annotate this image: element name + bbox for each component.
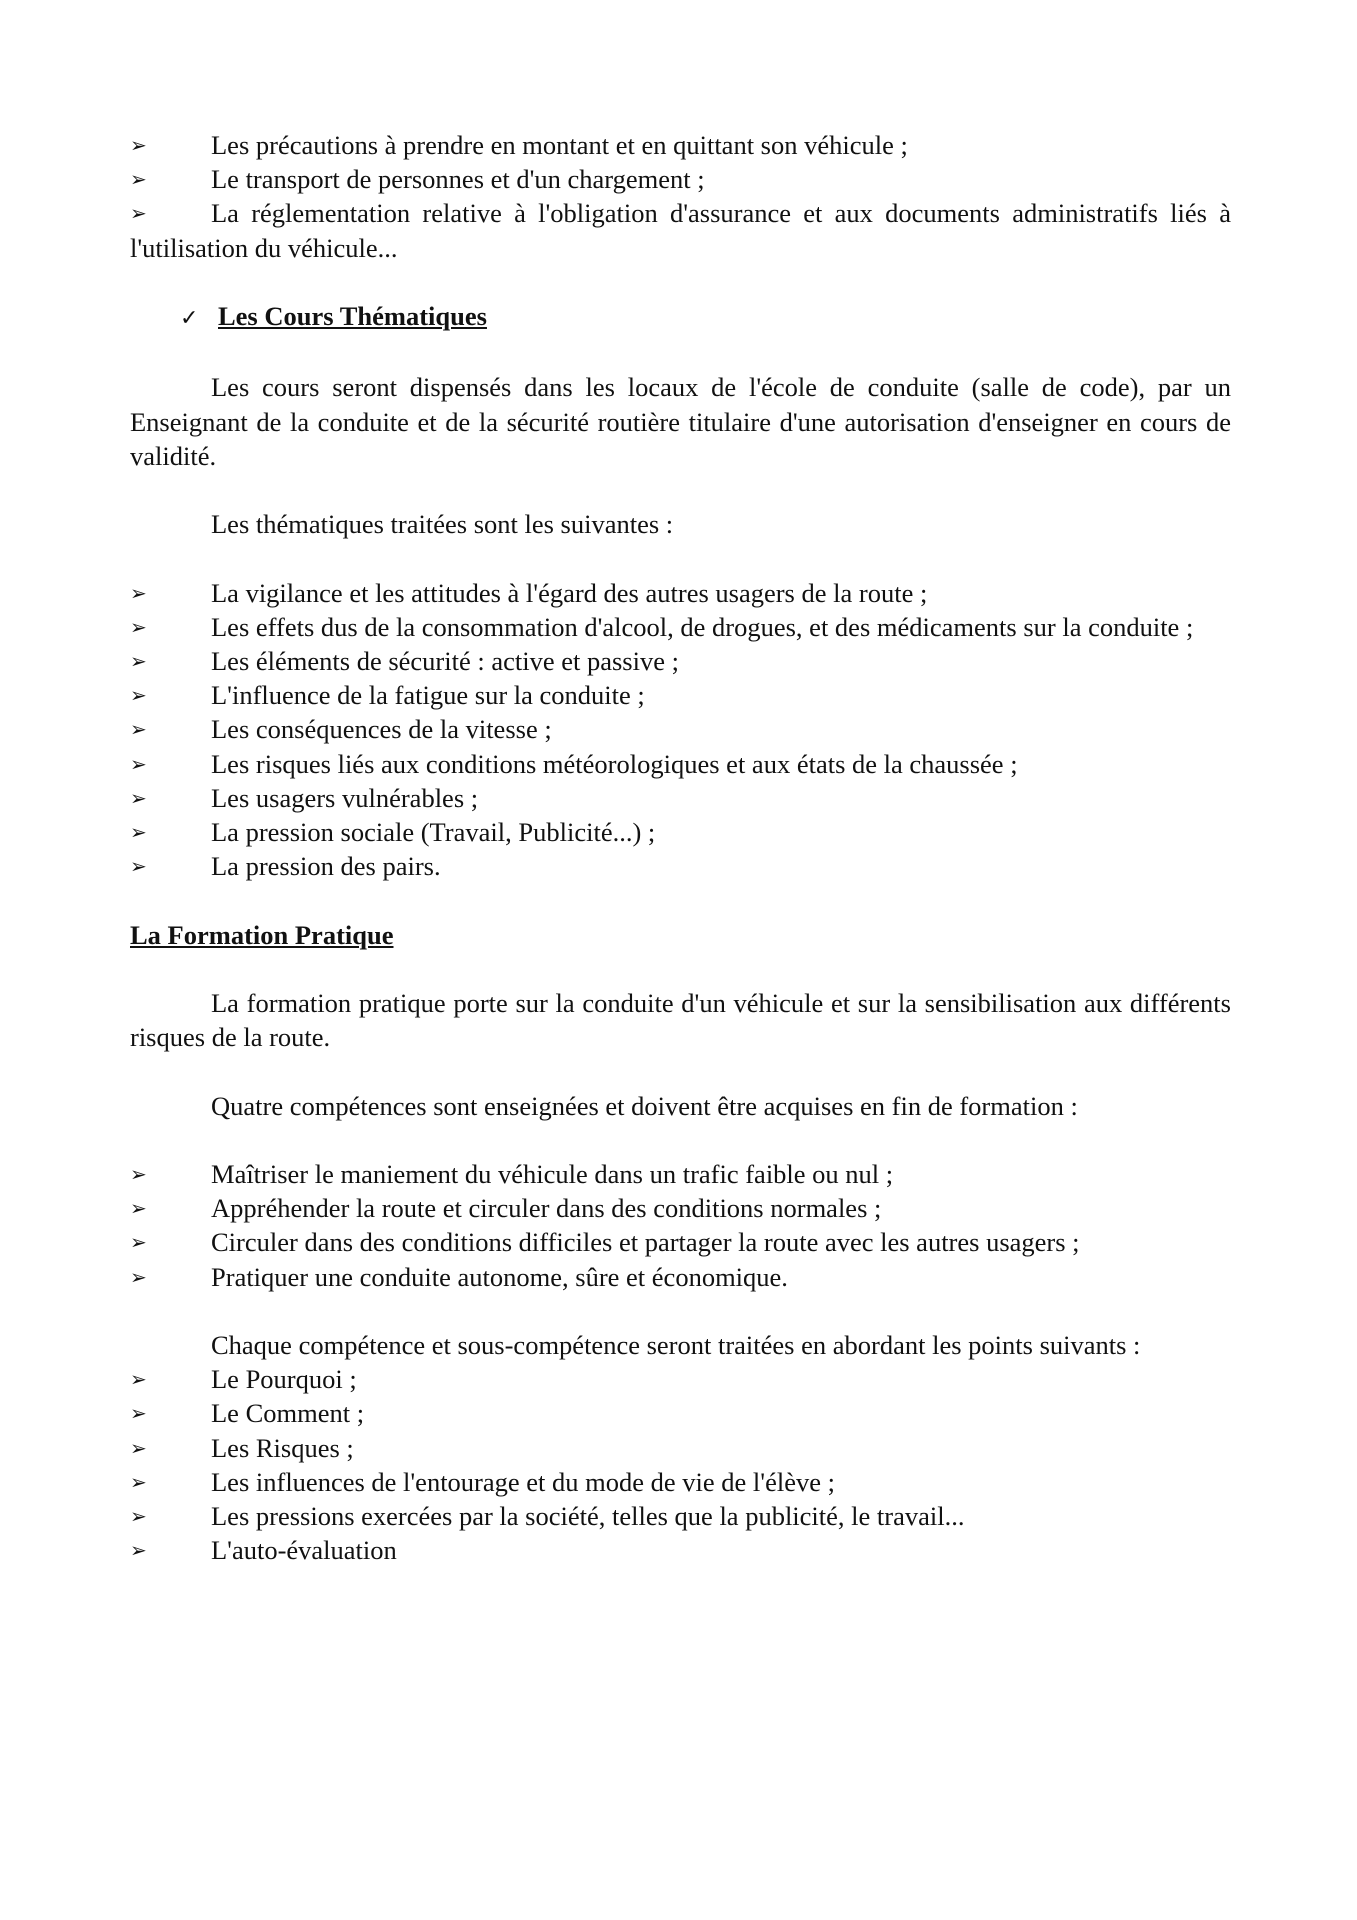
list-item: ➢ Le Pourquoi ; <box>130 1362 1231 1396</box>
list-intro: Les thématiques traitées sont les suivantes : <box>211 509 674 540</box>
points-intro: Chaque compétence et sous-compétence seront traitées en abordant les points suivants : <box>211 1329 1141 1360</box>
arrow-bullet-icon: ➢ <box>130 648 147 673</box>
list-item: ➢ Pratiquer une conduite autonome, sûre et économique. <box>130 1260 1231 1294</box>
list-item: ➢ Les Risques ; <box>130 1431 1231 1465</box>
arrow-bullet-icon: ➢ <box>130 1538 147 1563</box>
arrow-bullet-icon: ➢ <box>130 1161 147 1186</box>
arrow-bullet-icon: ➢ <box>130 1196 147 1221</box>
paragraph: La formation pratique porte sur la conduite d'un véhicule et sur la sensibilisation aux différents risques de la route. <box>130 987 1231 1053</box>
list-item: ➢ Les précautions à prendre en montant et en quittant son véhicule ; <box>130 128 1231 162</box>
list-intro: Quatre compétences sont enseignées et doivent être acquises en fin de formation : <box>211 1090 1078 1121</box>
section-heading-formation-pratique: La Formation Pratique <box>130 919 394 950</box>
arrow-bullet-icon: ➢ <box>130 683 147 708</box>
list-item: ➢ La vigilance et les attitudes à l'égard des autres usagers de la route ; <box>130 576 1231 610</box>
arrow-bullet-icon: ➢ <box>130 1367 147 1392</box>
arrow-bullet-icon: ➢ <box>130 717 147 742</box>
section-heading-cours-thematiques: ✓ Les Cours Thématiques <box>130 299 1231 336</box>
arrow-bullet-icon: ➢ <box>130 1401 147 1426</box>
list-item: ➢ Les usagers vulnérables ; <box>130 781 1231 815</box>
paragraph: Les cours seront dispensés dans les locaux de l'école de conduite (salle de code), par un Enseignant de la conduite et de la sécurité routière titulaire d'une autorisation d'enseigner en cours de validité. <box>130 372 1231 471</box>
list-item: ➢ La pression sociale (Travail, Publicité...) ; <box>130 815 1231 849</box>
arrow-bullet-icon: ➢ <box>130 614 147 639</box>
list-item: ➢ Les effets dus de la consommation d'alcool, de drogues, et des médicaments sur la conduite ; <box>130 610 1231 644</box>
list-item: ➢ Les conséquences de la vitesse ; <box>130 712 1231 746</box>
arrow-bullet-icon: ➢ <box>130 1435 147 1460</box>
arrow-bullet-icon: ➢ <box>130 751 147 776</box>
list-item: ➢ Maîtriser le maniement du véhicule dans un trafic faible ou nul ; <box>130 1157 1231 1191</box>
arrow-bullet-icon: ➢ <box>130 133 147 157</box>
list-item: ➢ Circuler dans des conditions difficiles et partager la route avec les autres usagers ; <box>130 1225 1231 1259</box>
list-item: ➢ Les éléments de sécurité : active et passive ; <box>130 644 1231 678</box>
list-item: ➢ Appréhender la route et circuler dans des conditions normales ; <box>130 1191 1231 1225</box>
arrow-bullet-icon: ➢ <box>130 820 147 844</box>
arrow-bullet-icon: ➢ <box>130 167 147 192</box>
list-item: ➢ L'influence de la fatigue sur la conduite ; <box>130 678 1231 712</box>
list-item: ➢ Les risques liés aux conditions météorologiques et aux états de la chaussée ; <box>130 747 1231 781</box>
list-item: ➢ Les pressions exercées par la société, telles que la publicité, le travail... <box>130 1499 1231 1533</box>
arrow-bullet-icon: ➢ <box>130 1230 147 1255</box>
arrow-bullet-icon: ➢ <box>130 201 147 226</box>
checkmark-icon: ✓ <box>180 306 199 331</box>
arrow-bullet-icon: ➢ <box>130 785 147 810</box>
list-item: ➢ La pression des pairs. <box>130 849 1231 883</box>
arrow-bullet-icon: ➢ <box>130 580 147 605</box>
list-item: ➢ L'auto-évaluation <box>130 1533 1231 1567</box>
list-item: ➢ Le transport de personnes et d'un chargement ; <box>130 162 1231 196</box>
arrow-bullet-icon: ➢ <box>130 1469 147 1494</box>
list-item: ➢ Le Comment ; <box>130 1396 1231 1430</box>
list-item: ➢ Les influences de l'entourage et du mode de vie de l'élève ; <box>130 1465 1231 1499</box>
arrow-bullet-icon: ➢ <box>130 1264 147 1289</box>
arrow-bullet-icon: ➢ <box>130 1503 147 1528</box>
arrow-bullet-icon: ➢ <box>130 854 147 879</box>
list-item: ➢ La réglementation relative à l'obligation d'assurance et aux documents administratifs liés à l'utilisation du véhicule... <box>130 198 1231 263</box>
